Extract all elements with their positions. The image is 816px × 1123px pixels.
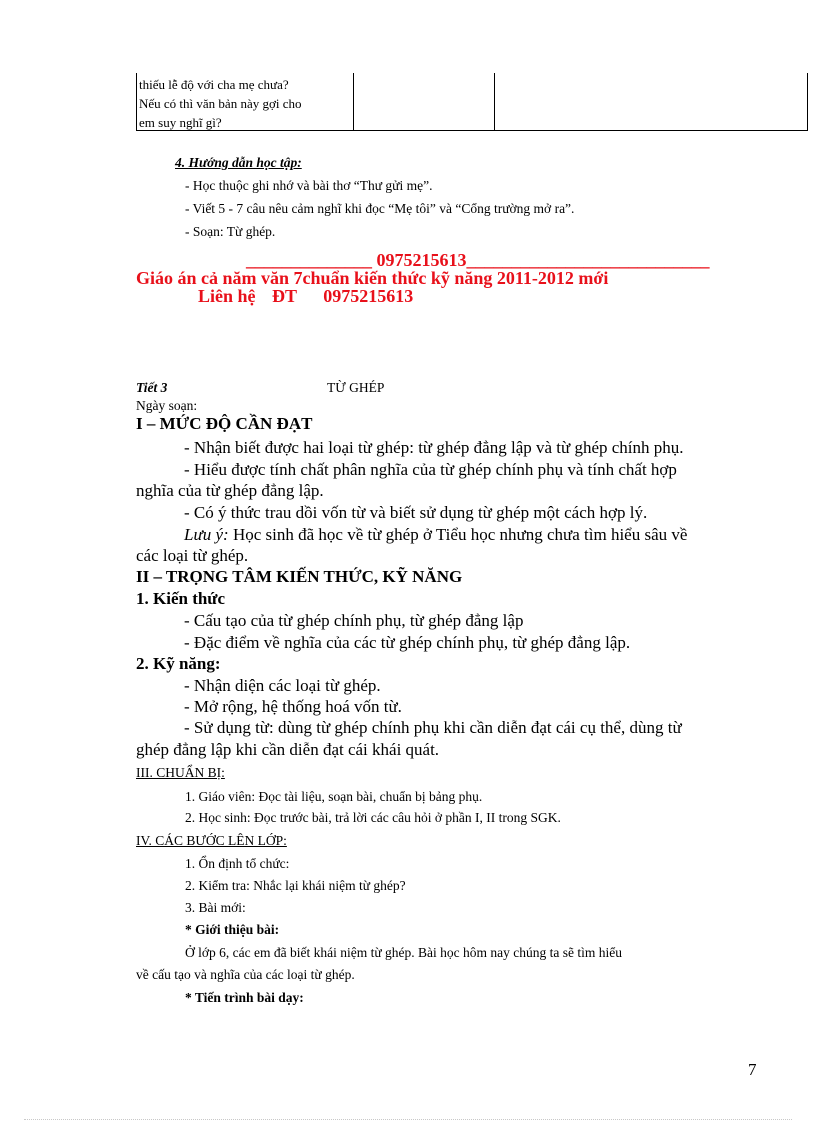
intro-text: về cấu tạo và nghĩa của các loại từ ghép.: [136, 967, 355, 982]
skills-item: - Mở rộng, hệ thống hoá vốn từ.: [184, 697, 402, 716]
process-title: * Tiến trình bài dạy:: [185, 990, 304, 1005]
section-1-item: - Có ý thức trau dồi vốn từ và biết sử dụng từ ghép một cách hợp lý.: [184, 503, 648, 522]
section-1-item: - Hiểu được tính chất phân nghĩa của từ ghép chính phụ và tính chất hợp: [184, 460, 677, 479]
note-line: [184, 525, 687, 545]
page-number: 7: [748, 1060, 757, 1079]
section-4-item: 2. Kiểm tra: Nhắc lại khái niệm từ ghép?: [185, 878, 406, 893]
section-2-title: II – TRỌNG TÂM KIẾN THỨC, KỸ NĂNG: [136, 567, 463, 586]
ad-phone-line: ______________ 0975215613___________________________: [246, 250, 710, 270]
table-cell-question: [139, 75, 301, 132]
ad-contact-label: Liên hệ: [198, 286, 256, 306]
study-guide-item: - Học thuộc ghi nhớ và bài thơ “Thư gửi mẹ”.: [185, 178, 433, 193]
note-label: Lưu ý:: [184, 525, 229, 544]
section-1-item: - Nhận biết được hai loại từ ghép: từ ghép đẳng lập và từ ghép chính phụ.: [184, 438, 684, 457]
intro-text: Ở lớp 6, các em đã biết khái niệm từ ghép. Bài học hôm nay chúng ta sẽ tìm hiểu: [185, 945, 622, 960]
skills-item: - Sử dụng từ: dùng từ ghép chính phụ khi cần diễn đạt cái cụ thể, dùng từ: [184, 718, 682, 737]
skills-item: - Nhận diện các loại từ ghép.: [184, 676, 381, 695]
table-line: Nếu có thì văn bản này gợi cho: [139, 96, 302, 111]
skills-title: 2. Kỹ năng:: [136, 654, 221, 673]
footer-divider: [24, 1119, 792, 1120]
table-line: thiếu lễ độ với cha mẹ chưa?: [139, 77, 289, 92]
section-1-item: nghĩa của từ ghép đẳng lập.: [136, 481, 324, 500]
section-3-item: 1. Giáo viên: Đọc tài liệu, soạn bài, chuẩn bị bảng phụ.: [185, 789, 483, 804]
intro-title: * Giới thiệu bài:: [185, 922, 280, 937]
study-guide-item: - Viết 5 - 7 câu nêu cảm nghĩ khi đọc “Mẹ tôi” và “Cổng trường mở ra”.: [185, 201, 575, 216]
section-4-item: 1. Ổn định tổ chức:: [185, 856, 290, 871]
lesson-title: TỪ GHÉP: [327, 380, 385, 395]
knowledge-item: - Đặc điểm về nghĩa của các từ ghép chính phụ, từ ghép đẳng lập.: [184, 633, 631, 652]
knowledge-item: - Cấu tạo của từ ghép chính phụ, từ ghép đẳng lập: [184, 611, 524, 630]
lesson-table-fragment: [136, 73, 808, 131]
section-3-title: III. CHUẨN BỊ:: [136, 765, 225, 780]
section-3-item: 2. Học sinh: Đọc trước bài, trả lời các câu hỏi ở phần I, II trong SGK.: [185, 810, 561, 825]
section-4-title: IV. CÁC BƯỚC LÊN LỚP:: [136, 833, 287, 848]
lesson-period: Tiết 3: [136, 380, 168, 395]
note-continuation: các loại từ ghép.: [136, 546, 249, 565]
ad-title-line: Giáo án cả năm văn 7chuẩn kiến thức kỹ năng 2011-2012 mới: [136, 268, 609, 288]
note-text: Học sinh đã học về từ ghép ở Tiểu học nhưng chưa tìm hiểu sâu về: [228, 525, 688, 544]
table-line: em suy nghĩ gì?: [139, 115, 222, 130]
section-1-title: I – MỨC ĐỘ CẦN ĐẠT: [136, 414, 313, 433]
skills-item: ghép đẳng lập khi cần diễn đạt cái khái quát.: [136, 740, 440, 759]
ad-contact-phone: 0975215613: [323, 286, 414, 306]
study-guide-heading: 4. Hướng dẫn học tập:: [175, 155, 302, 170]
ad-contact-line: [198, 286, 413, 307]
section-4-item: 3. Bài mới:: [185, 900, 246, 915]
lesson-date: Ngày soạn:: [136, 398, 198, 413]
study-guide-item: - Soạn: Từ ghép.: [185, 224, 276, 239]
ad-contact-dt: ĐT: [272, 286, 297, 306]
knowledge-title: 1. Kiến thức: [136, 589, 226, 608]
